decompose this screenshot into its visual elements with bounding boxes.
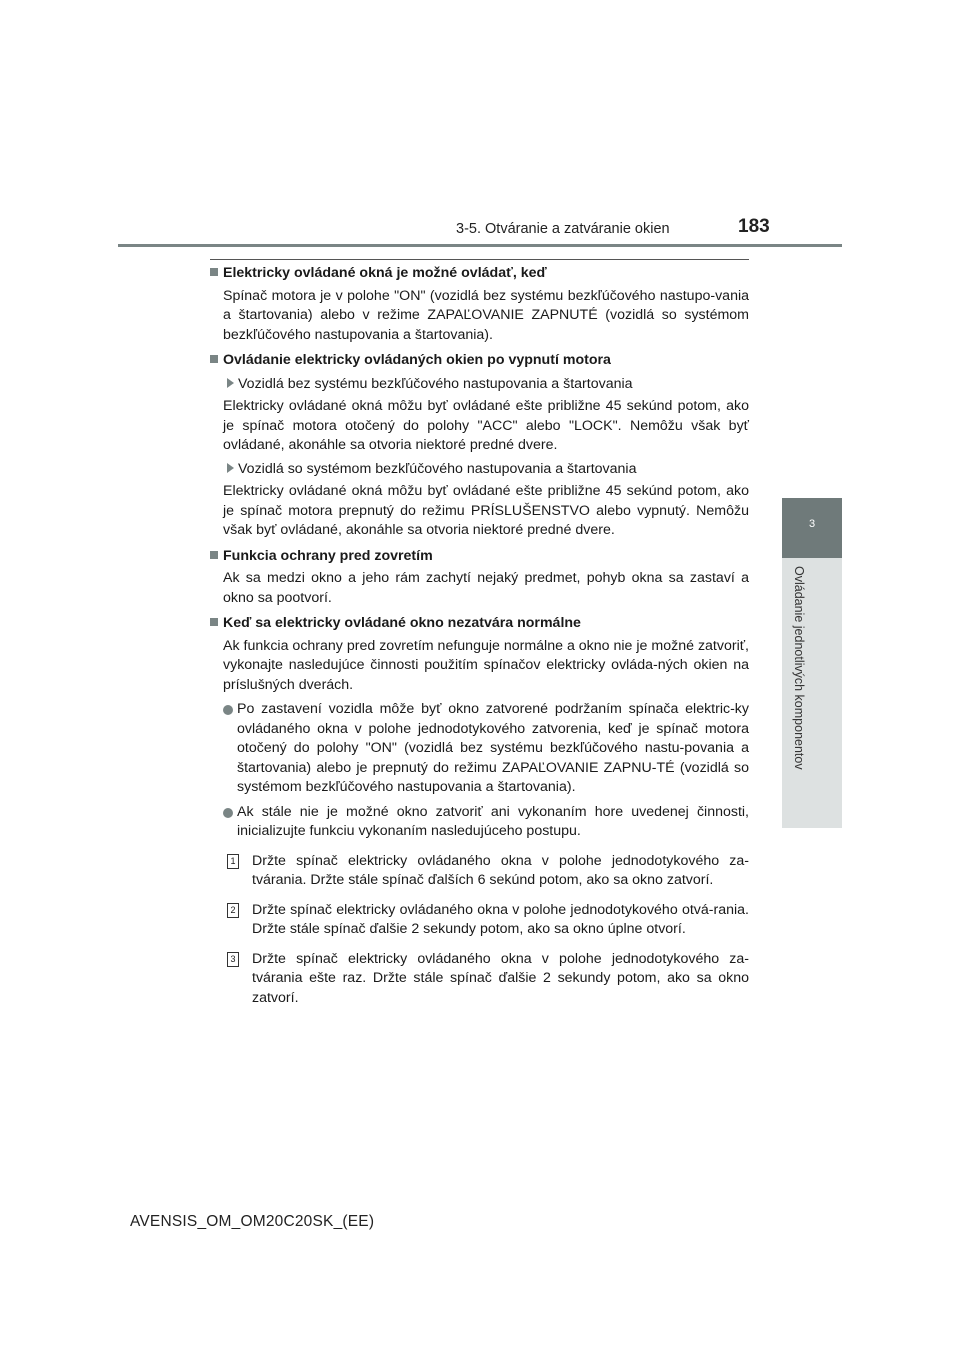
subheading bbox=[227, 460, 749, 480]
paragraph: Spínač motora je v polohe "ON" (vozidlá bez systému bezkľúčového nastupo-vania a štartovania) alebo v režime ZAPAĽOVANIE ZAPNUTÉ (vozidlá so systémom bezkľúčového nastupovania a štartovania). bbox=[223, 287, 749, 343]
paragraph: Elektricky ovládané okná môžu byť ovládané ešte približne 45 sekúnd potom, ako je spínač motora prepnutý do režimu PRÍSLUŠENSTVO alebo vypnutý. Nemôžu však byť ovládané, akonáhle sa otvoria niektoré predné dvere. bbox=[223, 483, 749, 538]
paragraph: Ak sa medzi okno a jeho rám zachytí nejaký predmet, pohyb okna sa zastaví a okno sa pootvorí. bbox=[223, 570, 749, 606]
step-text: Držte spínač elektricky ovládaného okna v polohe jednodotykového otvá-rania. Držte stále spínač ďalšie 2 sekundy potom, ako sa okno úplne otvorí. bbox=[252, 901, 749, 937]
section-heading-text: Ovládanie elektricky ovládaných okien po vypnutí motora bbox=[223, 352, 611, 368]
step-item bbox=[210, 901, 749, 940]
document-footer-code: AVENSIS_OM_OM20C20SK_(EE) bbox=[130, 1213, 375, 1230]
page-header-title: 3-5. Otváranie a zatváranie okien bbox=[456, 221, 670, 237]
subheading-text: Vozidlá bez systému bezkľúčového nastupovania a štartovania bbox=[238, 375, 633, 392]
step-item bbox=[210, 950, 749, 1009]
section-tab-number: 3 bbox=[808, 518, 816, 530]
section-heading bbox=[210, 351, 749, 371]
square-bullet-icon bbox=[210, 268, 218, 276]
square-bullet-icon bbox=[210, 551, 218, 559]
triangle-arrow-icon bbox=[227, 378, 234, 388]
page-number: 183 bbox=[738, 216, 770, 237]
section-tab bbox=[782, 498, 842, 558]
section-heading bbox=[210, 547, 749, 567]
step-text: Držte spínač elektricky ovládaného okna v polohe jednodotykového za-tvárania. Držte stále spínač ďalších 6 sekúnd potom, ako sa okno zatvorí. bbox=[252, 852, 749, 888]
step-number-box: 2 bbox=[227, 903, 239, 918]
subheading-text: Vozidlá so systémom bezkľúčového nastupovania a štartovania bbox=[238, 460, 637, 477]
content-divider bbox=[210, 259, 749, 260]
section-heading-text: Funkcia ochrany pred zovretím bbox=[223, 547, 433, 564]
section-heading-text: Elektricky ovládané okná je možné ovládať, keď bbox=[223, 265, 547, 281]
section-heading bbox=[210, 264, 749, 284]
circle-bullet-icon bbox=[223, 808, 233, 818]
section-heading bbox=[210, 614, 749, 634]
circle-bullet-icon bbox=[223, 705, 233, 715]
header-divider bbox=[118, 244, 842, 247]
subheading bbox=[227, 375, 749, 395]
bullet-text: Ak stále nie je možné okno zatvoriť ani vykonaním hore uvedenej činnosti, inicializujte funkciu vykonaním nasledujúceho postupu. bbox=[237, 803, 749, 839]
main-content bbox=[210, 264, 749, 1008]
square-bullet-icon bbox=[210, 355, 218, 363]
paragraph: Elektricky ovládané okná môžu byť ovládané ešte približne 45 sekúnd potom, ako je spínač motora otočený do polohy "ACC" alebo "LOCK". Nemôžu však byť ovládané, akonáhle sa otvoria niektoré predné dvere. bbox=[223, 398, 749, 453]
bullet-item bbox=[210, 803, 749, 842]
paragraph: Ak funkcia ochrany pred zovretím nefunguje normálne a okno nie je možné zatvoriť, vykonajte nasledujúce činnosti použitím spínačov elektricky ovláda-ných okien na príslušných dverách. bbox=[223, 637, 749, 693]
step-text: Držte spínač elektricky ovládaného okna v polohe jednodotykového za-tvárania ešte raz. Držte stále spínač ďalšie 2 sekundy potom, ako sa okno zatvorí. bbox=[252, 950, 749, 1006]
step-item bbox=[210, 852, 749, 891]
step-number-box: 3 bbox=[227, 952, 239, 967]
section-heading-text: Keď sa elektricky ovládané okno nezatvára normálne bbox=[223, 615, 581, 631]
triangle-arrow-icon bbox=[227, 463, 234, 473]
bullet-text: Po zastavení vozidla môže byť okno zatvorené podržaním spínača elektric-ky ovládaného okna v polohe jednodotykového zatvorenia, keď je spínač motora otočený do polohy "ON" (vozidlá bez systému bezkľúčového nastu-povania a štartovania) alebo je prepnutý do režimu ZAPAĽOVANIE ZAPNU-TÉ (vozidlá so systémom bezkľúčového nastupovania a štartovania). bbox=[237, 701, 749, 795]
square-bullet-icon bbox=[210, 618, 218, 626]
step-number-box: 1 bbox=[227, 854, 239, 869]
side-tab-label: Ovládanie jednotlivých komponentov bbox=[792, 566, 806, 770]
bullet-item bbox=[210, 700, 749, 798]
